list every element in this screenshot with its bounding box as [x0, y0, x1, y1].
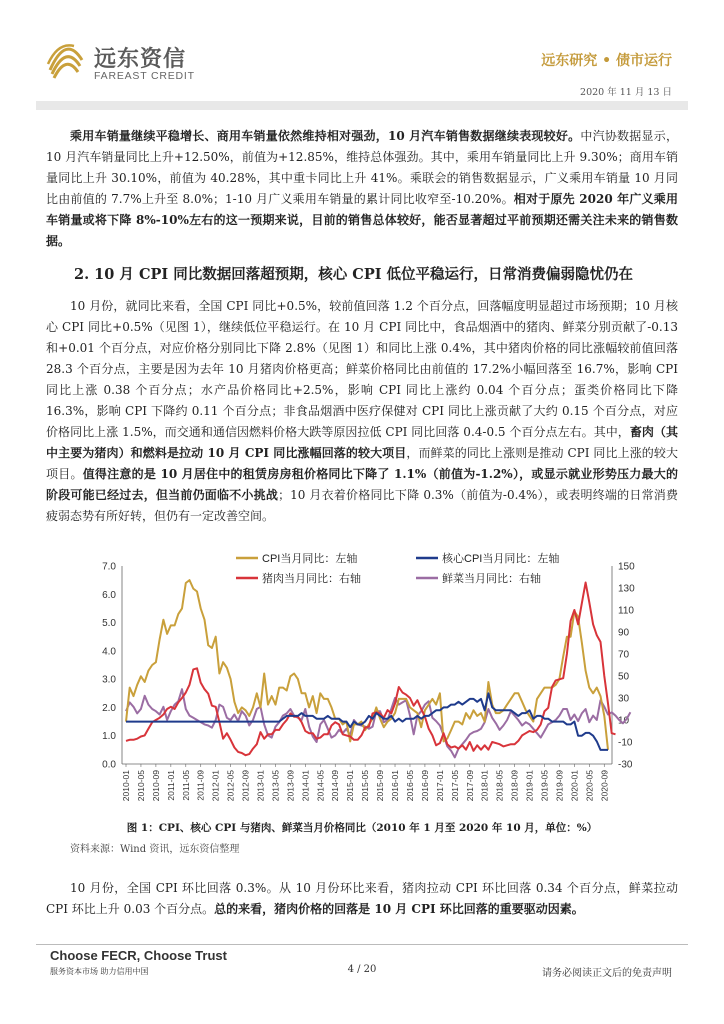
x-tick-label: 2014-05 — [315, 770, 326, 802]
x-tick-label: 2019-05 — [539, 770, 550, 802]
paragraph-cpi — [46, 296, 678, 527]
cpi-line-chart — [86, 548, 646, 818]
x-tick-label: 2011-05 — [180, 770, 191, 801]
report-date: 2020 年 11 月 13 日 — [580, 87, 672, 98]
paragraph-auto-sales — [46, 126, 678, 252]
right-tick-label: 10 — [618, 715, 630, 727]
mom-body: 10 月份，全国 CPI 环比回落 0.3%。从 10 月份环比来看，猪肉拉动 CPI 环比回落 0.34 个百分点，鲜菜拉动 CPI 环比上升 0.03 个百分点。 — [46, 881, 678, 916]
series-line-2 — [126, 583, 616, 756]
left-tick-label: 3.0 — [102, 674, 116, 686]
figure-caption: 图 1：CPI、核心 CPI 与猪肉、鲜菜当月价格同比（2010 年 1 月至 2020 年 10 月，单位：%） — [126, 822, 598, 834]
x-tick-label: 2017-09 — [464, 770, 475, 802]
right-tick-label: 110 — [618, 605, 634, 617]
footer-divider — [36, 944, 688, 945]
left-tick-label: 1.0 — [102, 731, 116, 743]
x-tick-label: 2012-05 — [225, 770, 236, 802]
x-tick-label: 2014-09 — [330, 770, 341, 802]
logo-english-name: FAREAST CREDIT — [94, 70, 195, 82]
legend-label: 猪肉当月同比：右轴 — [262, 573, 361, 585]
mom-bold: 总的来看，猪肉价格的回落是 10 月 CPI 环比回落的重要驱动因素。 — [214, 902, 584, 916]
series-line-3 — [126, 689, 630, 757]
cpi-body-3: ；10 月衣着价格同比下降 0.3%（前值为-0.4%），或表明终端的日常消费疲弱态势有所好转，但仍有一定改善空间。 — [46, 488, 678, 523]
x-tick-label: 2015-09 — [375, 770, 386, 802]
right-tick-label: 30 — [618, 693, 630, 705]
right-tick-label: -10 — [618, 737, 633, 749]
legend-label: 鲜菜当月同比：右轴 — [442, 573, 541, 585]
right-tick-label: -30 — [618, 759, 633, 771]
x-tick-label: 2020-05 — [584, 770, 595, 802]
x-tick-label: 2010-09 — [150, 770, 161, 802]
left-tick-label: 4.0 — [102, 646, 116, 658]
x-tick-label: 2013-01 — [255, 770, 266, 802]
left-tick-label: 7.0 — [102, 561, 116, 573]
left-tick-label: 6.0 — [102, 589, 116, 601]
x-tick-label: 2010-05 — [135, 770, 146, 802]
right-tick-label: 70 — [618, 649, 630, 661]
auto-sales-body: 中汽协数据显示，10 月汽车销量同比上升+12.50%，前值为+12.85%，维持总体强劲。其中，乘用车销量同比上升 9.30%；商用车销量同比上升 30.10%，前值为 40.28%，其中重卡同比上升 41%。乘联会的销售数据显示，广义乘用车销量 10 月同比由前值的 7.7%上升至 8.0%；1-10 月广义乘用车销量的累计同比收窄至-10.20%。 — [46, 129, 678, 206]
page-header — [0, 0, 724, 112]
x-tick-label: 2012-09 — [240, 770, 251, 802]
left-tick-label: 0.0 — [102, 759, 116, 771]
cpi-body-1: 10 月份，就同比来看，全国 CPI 同比+0.5%，较前值回落 1.2 个百分点，回落幅度明显超过市场预期；10 月核心 CPI 同比+0.5%（见图 1），继续低位平稳运行。在 10 月 CPI 同比中，食品烟酒中的猪肉、鲜菜分别贡献了-0.13 和+0.01 个百分点，对应价格分别同比下降 2.8%（见图 1）和同比上涨 0.4%，其中猪肉价格的同比涨幅较前值回落 28.3 个百分点，主要是因为去年 10 月猪肉价格更高；鲜菜价格同比由前值的 17.2%小幅回落至 16.7%，影响 CPI 同比上涨 0.38 个百分点；水产品价格同比+2.5%，影响 CPI 同比上涨约 0.04 个百分点；蛋类价格同比下降 16.3%，影响 CPI 下降约 0.11 个百分点；非食品烟酒中医疗保健对 CPI 同比上涨贡献了大约 0.15 个百分点，对应价格同比上涨 1.5%，而交通和通信因燃料价格大跌等原因拉低 CPI 同比回落 0.4-0.5 个百分点左右。其中， — [46, 299, 678, 439]
x-tick-label: 2013-05 — [270, 770, 281, 802]
footer-subtitle: 服务资本市场 助力信用中国 — [50, 967, 149, 976]
cpi-body-2: ，而鲜菜的同比上涨则是推动 CPI 同比上涨的较大项目。 — [46, 446, 678, 481]
x-tick-label: 2018-05 — [494, 770, 505, 802]
body-text — [46, 126, 678, 527]
x-tick-label: 2012-01 — [210, 770, 221, 802]
logo-mark-icon — [44, 40, 88, 84]
x-tick-label: 2020-01 — [569, 770, 580, 802]
x-tick-label: 2017-01 — [434, 770, 445, 802]
x-tick-label: 2014-01 — [300, 770, 311, 802]
series-line-0 — [126, 580, 608, 750]
footer-slogan: Choose FECR, Choose Trust — [50, 948, 227, 963]
cpi-bold-2: 值得注意的是 10 月居住中的租赁房房租价格同比下降了 1.1%（前值为-1.2%），或显示就业形势压力最大的阶段可能已经过去，但当前仍面临不小挑战 — [46, 467, 678, 502]
chart-svg — [86, 548, 646, 818]
legend-label: 核心CPI当月同比：左轴 — [442, 553, 560, 565]
page-number: 4 / 20 — [347, 964, 377, 975]
x-tick-label: 2018-09 — [509, 770, 520, 802]
x-tick-label: 2016-05 — [404, 770, 415, 802]
right-tick-label: 130 — [618, 583, 635, 595]
x-tick-label: 2020-09 — [599, 770, 610, 802]
section-title: 远东研究 • 债市运行 — [541, 53, 672, 69]
figure-source: 资料来源：Wind 资讯，远东资信整理 — [70, 844, 240, 855]
disclaimer-note: 请务必阅读正文后的免责声明 — [542, 968, 672, 979]
company-logo — [44, 40, 214, 84]
x-tick-label: 2011-09 — [195, 770, 206, 801]
x-tick-label: 2016-09 — [419, 770, 430, 802]
x-tick-label: 2017-05 — [449, 770, 460, 802]
x-tick-label: 2010-01 — [121, 770, 131, 802]
auto-sales-lead: 乘用车销量继续平稳增长、商用车销量依然维持相对强劲，10 月汽车销售数据继续表现较好。 — [70, 129, 581, 143]
auto-sales-conclusion: 相对于原先 2020 年广义乘用车销量或将下降 8%-10%左右的这一预期来说，目前的销售总体较好，能否显著超过平前预期还需关注未来的销售数据。 — [46, 192, 678, 248]
section-heading-cpi: 2. 10 月 CPI 同比数据回落超预期，核心 CPI 低位平稳运行，日常消费偏弱隐忧仍在 — [74, 266, 634, 283]
paragraph-mom — [46, 878, 678, 920]
left-tick-label: 2.0 — [102, 702, 116, 714]
x-tick-label: 2018-01 — [479, 770, 490, 802]
cpi-bold-1: 畜肉（其中主要为猪肉）和燃料是拉动 10 月 CPI 同比涨幅回落的较大项目 — [46, 425, 678, 460]
x-tick-label: 2016-01 — [390, 770, 401, 802]
header-divider — [36, 101, 688, 110]
mom-text — [46, 878, 678, 920]
right-tick-label: 50 — [618, 671, 630, 683]
x-tick-label: 2019-01 — [524, 770, 535, 802]
x-tick-label: 2019-09 — [554, 770, 565, 802]
right-tick-label: 150 — [618, 561, 635, 573]
logo-chinese-name: 远东资信 — [94, 47, 187, 72]
right-tick-label: 90 — [618, 627, 630, 639]
x-tick-label: 2015-01 — [345, 770, 356, 802]
legend-label: CPI当月同比：左轴 — [262, 553, 358, 565]
left-tick-label: 5.0 — [102, 618, 116, 630]
x-tick-label: 2011-01 — [165, 770, 176, 801]
x-tick-label: 2013-09 — [285, 770, 296, 802]
x-tick-label: 2015-05 — [360, 770, 371, 802]
